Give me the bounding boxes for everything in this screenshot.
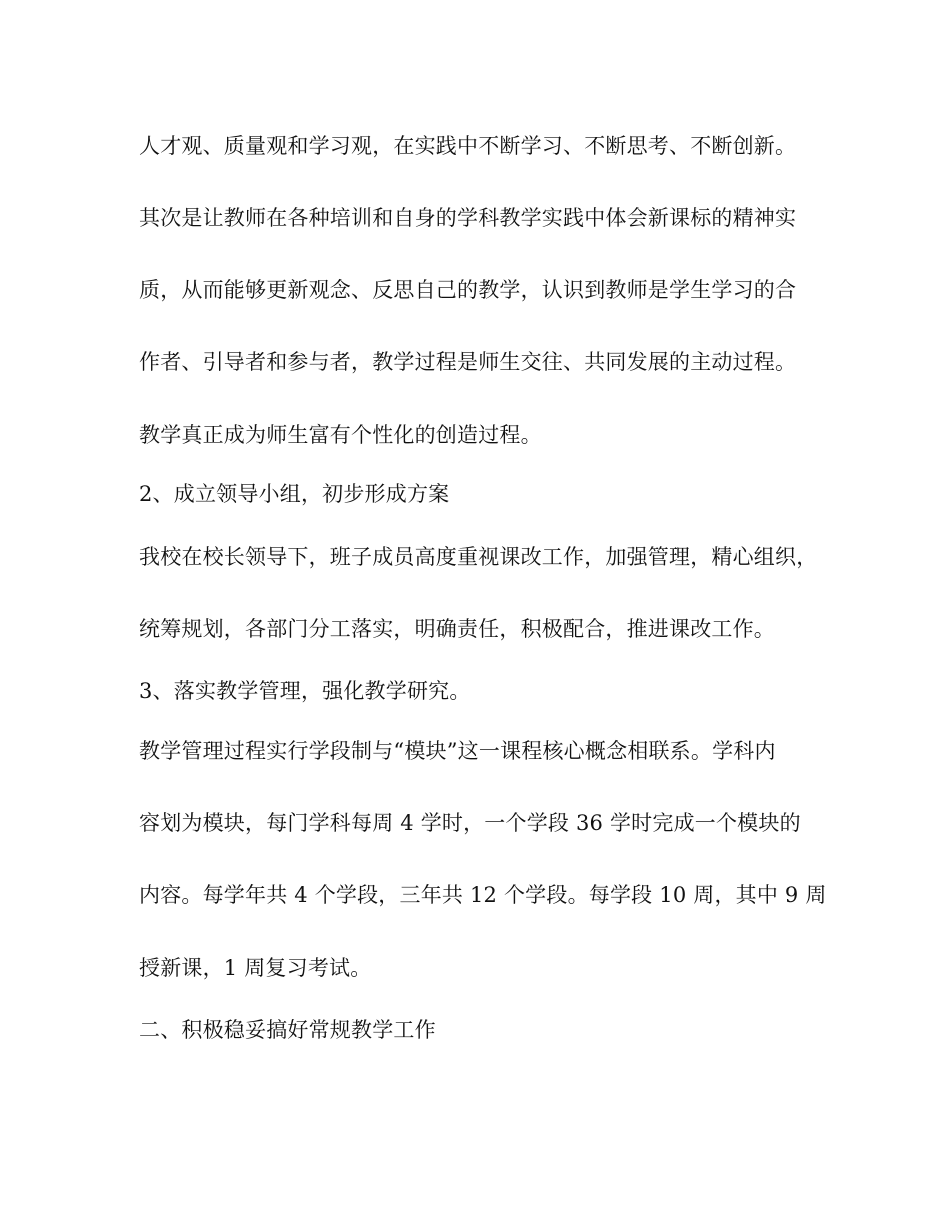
paragraph-line: 教学真正成为师生富有个性化的创造过程。 xyxy=(139,423,542,447)
paragraph-line: 我校在校长领导下，班子成员高度重视课改工作，加强管理，精心组织， xyxy=(139,545,818,569)
section-heading: 3、落实教学管理，强化教学研究。 xyxy=(139,679,471,703)
paragraph-line: 教学管理过程实行学段制与“模块”这一课程核心概念相联系。学科内 xyxy=(139,739,776,763)
paragraph-line: 作者、引导者和参与者，教学过程是师生交往、共同发展的主动过程。 xyxy=(139,350,797,374)
paragraph-line: 统筹规划，各部门分工落实，明确责任，积极配合，推进课改工作。 xyxy=(139,617,775,641)
paragraph-line: 人才观、质量观和学习观，在实践中不断学习、不断思考、不断创新。 xyxy=(139,134,797,158)
paragraph-line: 质，从而能够更新观念、反思自己的教学，认识到教师是学生学习的合 xyxy=(139,278,797,302)
paragraph-line: 容划为模块，每门学科每周 4 学时，一个学段 36 学时完成一个模块的 xyxy=(139,811,801,835)
paragraph-line: 其次是让教师在各种培训和自身的学科教学实践中体会新课标的精神实 xyxy=(139,206,797,230)
paragraph-line: 授新课，1 周复习考试。 xyxy=(139,956,372,980)
section-heading: 二、积极稳妥搞好常规教学工作 xyxy=(139,1018,436,1042)
paragraph-line: 内容。每学年共 4 个学段，三年共 12 个学段。每学段 10 周，其中 9 周 xyxy=(139,883,827,907)
section-heading: 2、成立领导小组，初步形成方案 xyxy=(139,482,450,506)
